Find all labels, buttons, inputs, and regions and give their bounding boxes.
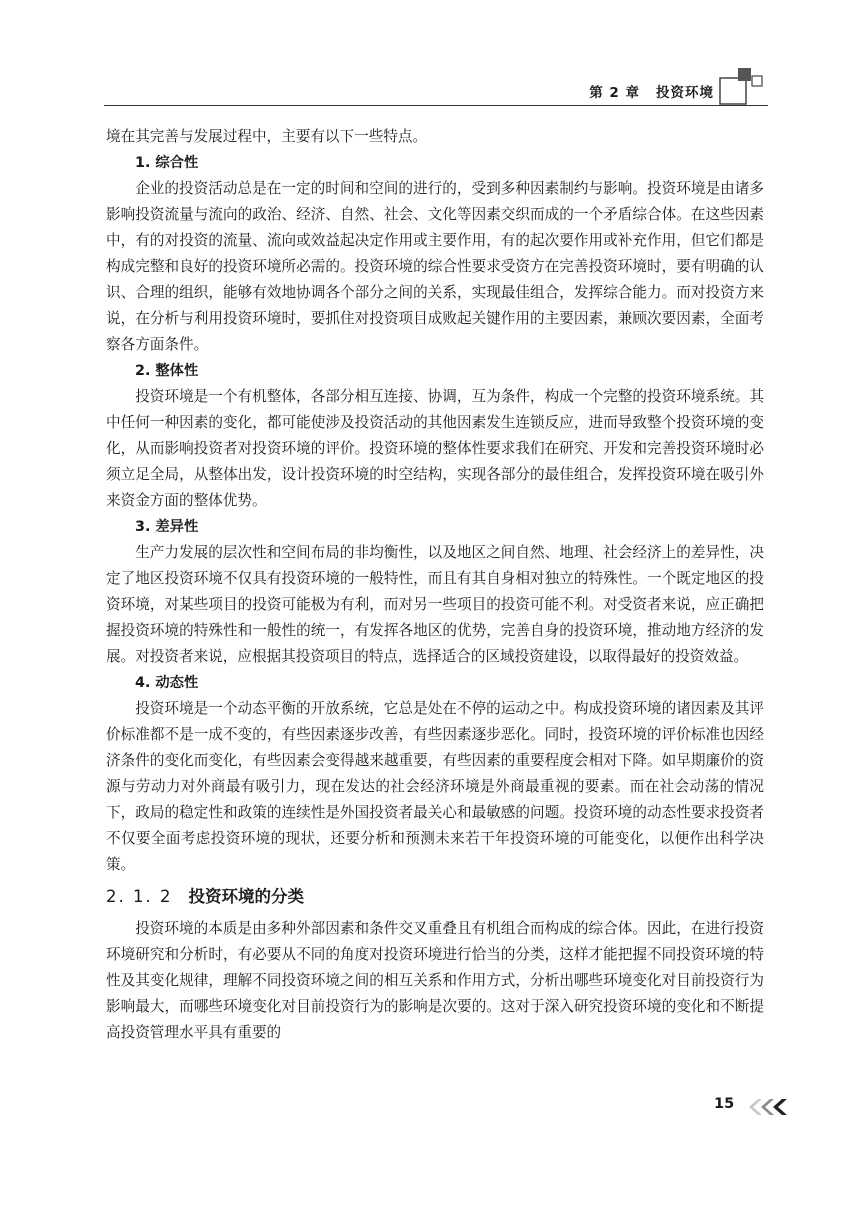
section-heading	[106, 878, 764, 916]
chapter-number: 第 2 章	[589, 85, 640, 101]
section-number: 2. 1. 2	[106, 887, 173, 906]
paragraph-integrity: 投资环境是一个有机整体，各部分相互连接、协调，互为条件，构成一个完整的投资环境系统。其中任何一种因素的变化，都可能使涉及投资活动的其他因素发生连锁反应，进而导致整个投资环境的变化，从而影响投资者对投资环境的评价。投资环境的整体性要求我们在研究、开发和完善投资环境时必须立足全局，从整体出发，设计投资环境的时空结构，实现各部分的最佳组合，发挥投资环境在吸引外来资金方面的整体优势。	[106, 388, 764, 509]
header-rule	[104, 105, 768, 106]
section-paragraph: 投资环境的本质是由多种外部因素和条件交叉重叠且有机组合而构成的综合体。因此，在进行投资环境研究和分析时，有必要从不同的角度对投资环境进行恰当的分类，这样才能把握不同投资环境的特性及其变化规律，理解不同投资环境之间的相互关系和作用方式，分析出哪些环境变化对目前投资行为影响最大，而哪些环境变化对目前投资行为的影响是次要的。这对于深入研究投资环境的变化和不断提高投资管理水平具有重要的	[106, 920, 764, 1041]
page-content	[106, 124, 764, 1046]
heading-integrity: 2. 整体性	[135, 363, 199, 379]
paragraph-comprehensiveness: 企业的投资活动总是在一定的时间和空间的进行的，受到多种因素制约与影响。投资环境是由诸多影响投资流量与流向的政治、经济、自然、社会、文化等因素交织而成的一个矛盾综合体。在这些因素中，有的对投资的流量、流向或效益起决定作用或主要作用，有的起次要作用或补充作用，但它们都是构成完整和良好的投资环境所必需的。投资环境的综合性要求受资方在完善投资环境时，要有明确的认识、合理的组织，能够有效地协调各个部分之间的关系，实现最佳组合，发挥综合能力。而对投资方来说，在分析与利用投资环境时，要抓住对投资项目成败起关键作用的主要因素，兼顾次要因素，全面考察各方面条件。	[106, 180, 764, 353]
page-number: 15	[714, 1096, 735, 1112]
chapter-title: 投资环境	[656, 85, 714, 101]
intro-paragraph: 境在其完善与发展过程中，主要有以下一些特点。	[106, 128, 428, 145]
section-title: 投资环境的分类	[188, 887, 304, 906]
page-footer	[700, 1092, 790, 1120]
heading-difference: 3. 差异性	[135, 519, 199, 535]
paragraph-dynamics: 投资环境是一个动态平衡的开放系统，它总是处在不停的运动之中。构成投资环境的诸因素及其评价标准都不是一成不变的，有些因素逐步改善，有些因素逐步恶化。同时，投资环境的评价标准也因经济条件的变化而变化，有些因素会变得越来越重要，有些因素的重要程度会相对下降。如早期廉价的资源与劳动力对外商最有吸引力，现在发达的社会经济环境是外商最重视的要素。而在社会动荡的情况下，政局的稳定性和政策的连续性是外国投资者最关心和最敏感的问题。投资环境的动态性要求投资者不仅要全面考虑投资环境的现状，还要分析和预测未来若干年投资环境的可能变化，以便作出科学决策。	[106, 700, 764, 873]
chapter-decoration-icon	[718, 60, 768, 108]
heading-comprehensiveness: 1. 综合性	[135, 155, 199, 171]
paragraph-difference: 生产力发展的层次性和空间布局的非均衡性，以及地区之间自然、地理、社会经济上的差异性，决定了地区投资环境不仅具有投资环境的一般特性，而且有其自身相对独立的特殊性。一个既定地区的投资环境，对某些项目的投资可能极为有利，而对另一些项目的投资可能不利。对受资者来说，应正确把握投资环境的特殊性和一般性的统一，有发挥各地区的优势，完善自身的投资环境，推动地方经济的发展。对投资者来说，应根据其投资项目的特点，选择适合的区域投资建设，以取得最好的投资效益。	[106, 544, 764, 665]
header-title	[589, 81, 714, 101]
heading-dynamics: 4. 动态性	[135, 675, 199, 691]
running-header	[104, 60, 768, 108]
triple-chevron-left-icon	[746, 1098, 788, 1116]
